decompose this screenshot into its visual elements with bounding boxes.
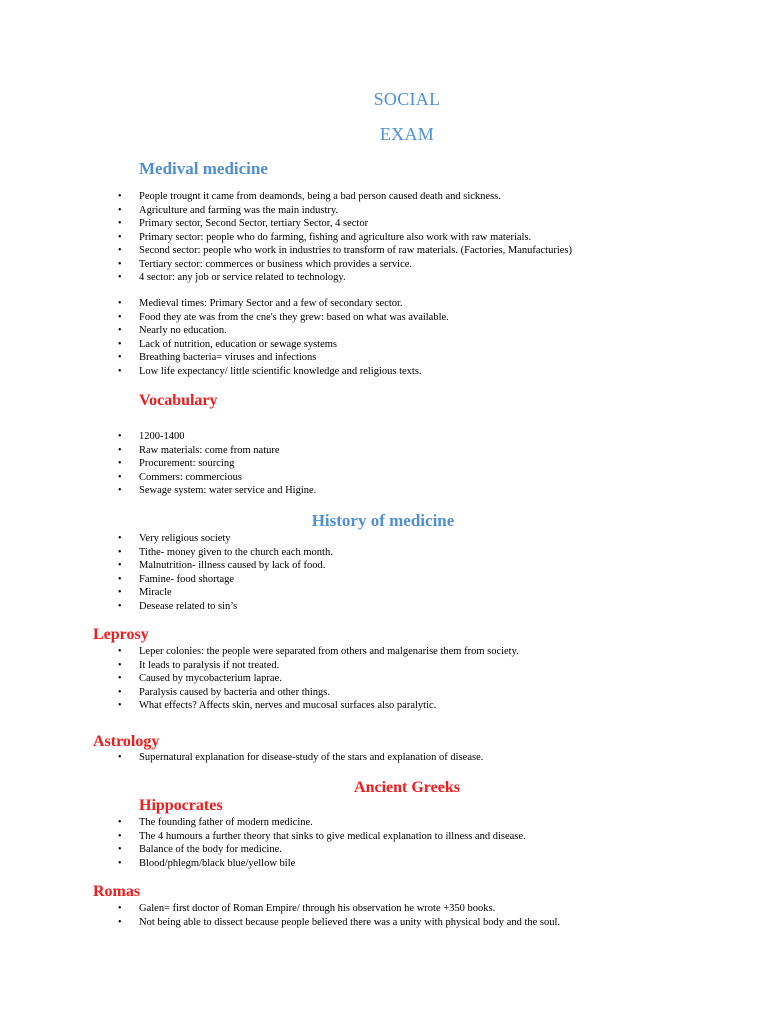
list-item: • Low life expectancy/ little scientific knowledge and religious texts.	[118, 365, 449, 379]
list-item: • Tithe- money given to the church each month.	[118, 546, 333, 560]
list-item: • Primary sector, Second Sector, tertiary Sector, 4 sector	[118, 217, 572, 231]
list-item: • Raw materials: come from nature	[118, 444, 316, 458]
heading-astrology: Astrology	[93, 733, 160, 750]
heading-romans: Romas	[93, 883, 141, 900]
list-item: • Primary sector: people who do farming, fishing and agriculture also work with raw materials.	[118, 231, 572, 245]
leprosy-list	[118, 645, 519, 713]
list-item: • Not being able to dissect because people believed there was a unity with physical body and the soul.	[118, 916, 560, 930]
list-item: • Miracle	[118, 586, 333, 600]
list-item: • 1200-1400	[118, 430, 316, 444]
medieval-list-2	[118, 297, 449, 378]
history-list	[118, 532, 333, 613]
list-item: • Second sector: people who work in industries to transform of raw materials. (Factories, Manufacturies)	[118, 244, 572, 258]
list-item: • The founding father of modern medicine.	[118, 816, 526, 830]
list-item: • 4 sector: any job or service related to technology.	[118, 271, 572, 285]
list-item: • It leads to paralysis if not treated.	[118, 659, 519, 673]
list-item: • Breathing bacteria= viruses and infections	[118, 351, 449, 365]
title-social: SOCIAL	[373, 89, 441, 109]
list-item: • Desease related to sin’s	[118, 600, 333, 614]
heading-vocabulary: Vocabulary	[139, 392, 218, 409]
vocabulary-list	[118, 430, 316, 498]
list-item: • People trougnt it came from deamonds, being a bad person caused death and sickness.	[118, 190, 572, 204]
list-item: • The 4 humours a further theory that sinks to give medical explanation to illness and disease.	[118, 830, 526, 844]
list-item: • What effects? Affects skin, nerves and mucosal surfaces also paralytic.	[118, 699, 519, 713]
list-item: • Food they ate was from the cne's they grew: based on what was available.	[118, 311, 449, 325]
list-item: • Procurement: sourcing	[118, 457, 316, 471]
list-item: • Galen= first doctor of Roman Empire/ through his observation he wrote +350 books.	[118, 902, 560, 916]
romans-list	[118, 902, 560, 929]
list-item: • Caused by mycobacterium laprae.	[118, 672, 519, 686]
list-item: • Commers: commercious	[118, 471, 316, 485]
list-item: • Sewage system: water service and Higine.	[118, 484, 316, 498]
list-item: • Malnutrition- illness caused by lack of food.	[118, 559, 333, 573]
astrology-list	[118, 751, 483, 765]
heading-hippocrates: Hippocrates	[139, 797, 223, 814]
heading-history-of-medicine: History of medicine	[311, 511, 455, 530]
list-item: • Very religious society	[118, 532, 333, 546]
list-item: • Nearly no education.	[118, 324, 449, 338]
list-item: • Supernatural explanation for disease-study of the stars and explanation of disease.	[118, 751, 483, 765]
list-item: • Paralysis caused by bacteria and other things.	[118, 686, 519, 700]
heading-leprosy: Leprosy	[93, 626, 149, 643]
list-item: • Medieval times: Primary Sector and a few of secondary sector.	[118, 297, 449, 311]
list-item: • Famine- food shortage	[118, 573, 333, 587]
list-item: • Blood/phlegm/black blue/yellow bile	[118, 857, 526, 871]
list-item: • Tertiary sector: commerces or business which provides a service.	[118, 258, 572, 272]
list-item: • Lack of nutrition, education or sewage systems	[118, 338, 449, 352]
hippocrates-list	[118, 816, 526, 870]
list-item: • Leper colonies: the people were separated from others and malgenarise them from society.	[118, 645, 519, 659]
medieval-list-1	[118, 190, 572, 285]
list-item: • Agriculture and farming was the main industry.	[118, 204, 572, 218]
title-exam: EXAM	[379, 124, 435, 144]
heading-medieval-medicine: Medival medicine	[139, 159, 268, 178]
list-item: • Balance of the body for medicine.	[118, 843, 526, 857]
heading-ancient-greeks: Ancient Greeks	[354, 779, 460, 796]
